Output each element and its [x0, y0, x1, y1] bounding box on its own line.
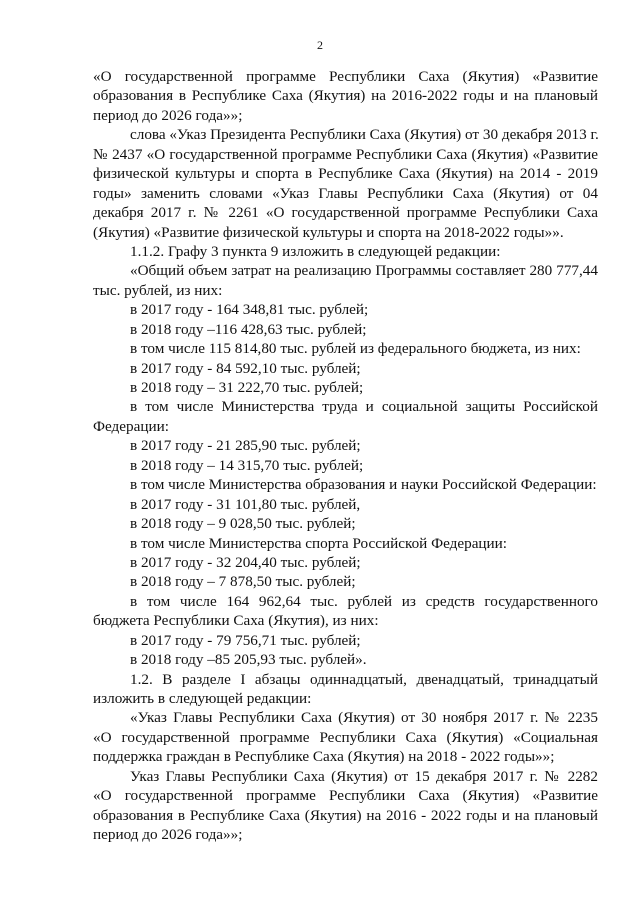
- text-line: в 2017 году - 79 756,71 тыс. рублей;: [130, 631, 361, 649]
- text-line: в 2017 году - 32 204,40 тыс. рублей;: [130, 553, 361, 571]
- text-line: Указ Главы Республики Саха (Якутия) от 15 декабря 2017 г. № 2282: [130, 767, 598, 785]
- text-line: поддержка граждан в Республике Саха (Якутия) на 2018 - 2022 годы»»;: [93, 748, 555, 766]
- text-line: тыс. рублей, из них:: [93, 281, 223, 299]
- text-line: в том числе 164 962,64 тыс. рублей из средств государственного: [130, 592, 598, 610]
- text-line: в 2018 году – 14 315,70 тыс. рублей;: [130, 456, 364, 474]
- text-line: в 2018 году – 9 028,50 тыс. рублей;: [130, 515, 356, 533]
- text-line: в 2017 году - 84 592,10 тыс. рублей;: [130, 359, 361, 377]
- text-line: в 2018 году –85 205,93 тыс. рублей».: [130, 651, 367, 669]
- text-line: «Указ Главы Республики Саха (Якутия) от 30 ноября 2017 г. № 2235: [130, 709, 598, 727]
- page-number: 2: [317, 38, 323, 52]
- text-line: 1.1.2. Графу 3 пункта 9 изложить в следующей редакции:: [130, 242, 501, 260]
- text-line: бюджета Республики Саха (Якутия), из них:: [93, 612, 379, 630]
- text-line: «О государственной программе Республики Саха (Якутия) «Развитие: [93, 787, 598, 805]
- text-line: в том числе 115 814,80 тыс. рублей из федерального бюджета, из них:: [130, 340, 581, 358]
- text-line: «О государственной программе Республики Саха (Якутия) «Развитие: [93, 68, 598, 85]
- text-line: «Общий объем затрат на реализацию Программы составляет 280 777,44: [130, 262, 598, 280]
- text-line: 1.2. В разделе I абзацы одиннадцатый, двенадцатый, тринадцатый: [130, 670, 598, 688]
- text-line: период до 2026 года»»;: [93, 826, 243, 844]
- text-line: «О государственной программе Республики Саха (Якутия) «Социальная: [93, 728, 598, 746]
- text-line: в 2018 году – 31 222,70 тыс. рублей;: [130, 379, 364, 396]
- text-line: период до 2026 года»»;: [93, 106, 243, 124]
- text-line: изложить в следующей редакции:: [93, 690, 312, 707]
- text-line: в 2018 году –116 428,63 тыс. рублей;: [130, 320, 367, 338]
- text-line: годы» заменить словами «Указ Главы Республики Саха (Якутия) от 04: [93, 184, 598, 202]
- text-line: слова «Указ Президента Республики Саха (Якутия) от 30 декабря 2013 г.: [130, 126, 599, 144]
- document-body: [93, 67, 598, 845]
- text-line: образования в Республике Саха (Якутия) на 2016 - 2022 годы и на плановый: [93, 806, 598, 824]
- text-line: образования в Республике Саха (Якутия) на 2016-2022 годы и на плановый: [93, 87, 598, 105]
- text-line: в том числе Министерства образования и науки Российской Федерации:: [130, 476, 597, 494]
- text-line: № 2437 «О государственной программе Республики Саха (Якутия) «Развитие: [93, 145, 598, 163]
- text-line: (Якутия) «Развитие физической культуры и спорта на 2018-2022 годы»».: [93, 223, 564, 241]
- text-line: в 2017 году - 21 285,90 тыс. рублей;: [130, 437, 361, 455]
- text-line: в том числе Министерства труда и социальной защиты Российской: [130, 398, 598, 416]
- text-line: в 2017 году - 31 101,80 тыс. рублей,: [130, 495, 361, 513]
- text-line: физической культуры и спорта в Республике Саха (Якутия) на 2014 - 2019: [93, 165, 598, 183]
- text-line: Федерации:: [93, 417, 169, 435]
- text-line: в 2017 году - 164 348,81 тыс. рублей;: [130, 301, 369, 319]
- text-line: декабря 2017 г. № 2261 «О государственной программе Республики Саха: [93, 204, 598, 222]
- text-line: в 2018 году – 7 878,50 тыс. рублей;: [130, 573, 356, 591]
- text-line: в том числе Министерства спорта Российской Федерации:: [130, 534, 508, 552]
